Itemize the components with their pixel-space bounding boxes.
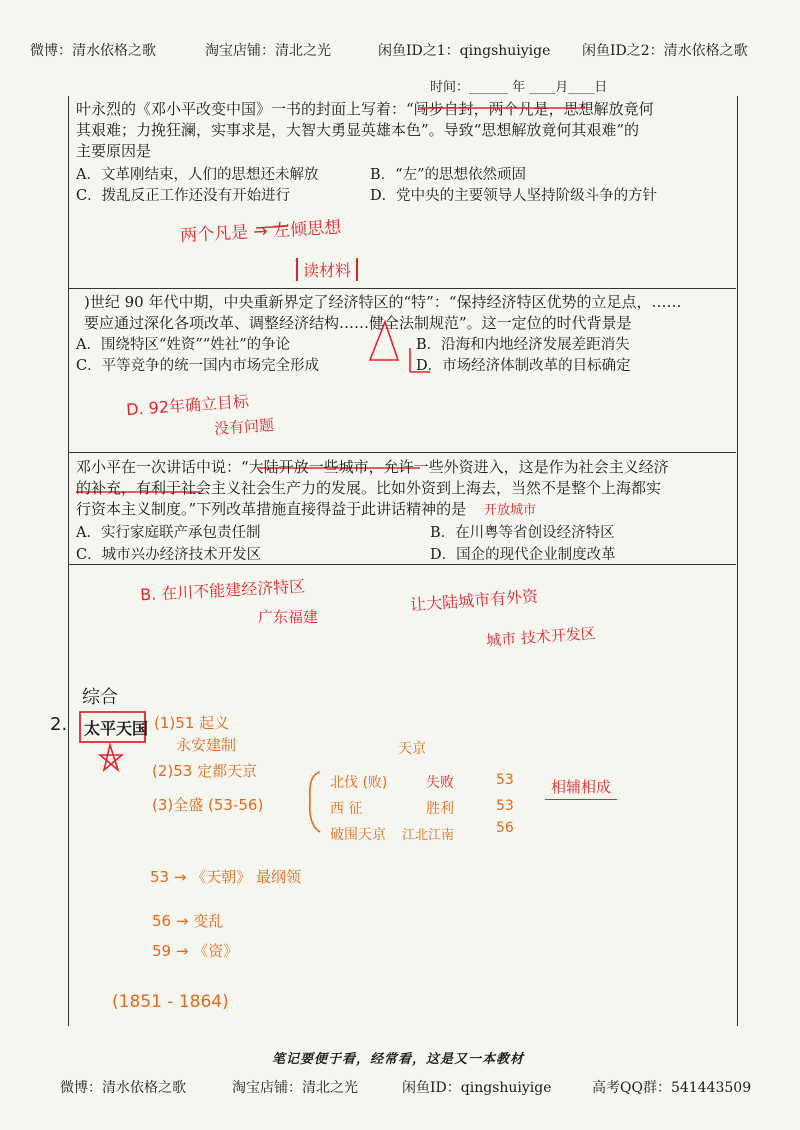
header-weibo: 微博：清水依格之歌 [30, 43, 156, 59]
q2-option-a: A．围绕特区“姓资”“姓社”的争论 [76, 337, 291, 353]
q1-stem-line1: 叶永烈的《邓小平改变中国》一书的封面上写着：“闯步自封，两个凡是，思想解放竟何 [76, 100, 654, 118]
q3-stem-line2: 的补充，有利于社会主义社会生产力的发展。比如外资到上海去，当然不是整个上海都实 [76, 479, 662, 497]
q3-option-d: D．国企的现代企业制度改革 [430, 547, 616, 563]
q1-note: 两个凡是 → 左倾思想 [179, 217, 342, 247]
footer-xianyu: 闲鱼ID：qingshuiyige [402, 1080, 552, 1096]
header-xianyu-1: 闲鱼ID之1：qingshuiyige [378, 43, 551, 59]
branch-3: 破围天京 [330, 827, 386, 843]
q3-stem-line1: 邓小平在一次讲话中说：“大陆开放一些城市，允许一些外资进入，这是作为社会主义经济 [76, 458, 669, 476]
header-shop: 淘宝店铺：清北之光 [205, 43, 331, 59]
q1-stem-line2: 其艰难；力挽狂澜，实事求是，大智大勇显英雄本色”。导致“思想解放竟何其艰难”的 [76, 121, 640, 139]
footer-shop: 淘宝店铺：清北之光 [232, 1080, 358, 1096]
timeline-2: (2)53 定都天京 [152, 762, 258, 780]
q3-option-a: A．实行家庭联产承包责任制 [76, 525, 261, 541]
date-line: 时间：______ 年 ____月____日 [430, 80, 608, 95]
q3-option-b: B．在川粤等省创设经济特区 [430, 525, 615, 541]
later-1: 53 → 《天朝》 最纲领 [150, 868, 301, 886]
branch-city: 天京 [398, 741, 426, 757]
timeline-3: (3)全盛 (53-56) [152, 796, 264, 814]
timeline-1b: 永安建制 [176, 736, 237, 754]
header-xianyu-2: 闲鱼ID之2：清水依格之歌 [582, 43, 748, 59]
q3-stem-line3: 行资本主义制度。”下列改革措施直接得益于此讲话精神的是 [76, 500, 467, 518]
q1-option-b: B．“左”的思想依然顽固 [370, 167, 526, 183]
q3-note-right: 让大陆城市有外资 [409, 586, 539, 615]
later-2: 56 → 变乱 [152, 912, 224, 930]
q3-note-right-2: 城市 技术开发区 [485, 624, 597, 650]
q1-option-d: D．党中央的主要领导人坚持阶级斗争的方针 [370, 188, 658, 204]
q3-note-left: B. 在川不能建经济特区 [139, 576, 306, 605]
branch-3-year: 56 [496, 820, 514, 836]
year-range: (1851 - 1864) [112, 992, 229, 1012]
branch-3-result: 江北江南 [402, 828, 455, 843]
q3-option-c: C．城市兴办经济技术开发区 [76, 547, 262, 563]
timeline-1: (1)51 起义 [154, 714, 230, 732]
q2-ink-triangle [370, 322, 398, 360]
topic-title: 太平天国 [84, 719, 149, 738]
q1-note-arrow [256, 226, 288, 228]
divider-3 [68, 564, 736, 565]
branch-2-result: 胜利 [426, 801, 454, 817]
section-label: 综合 [82, 687, 118, 708]
q2-note-2: 没有问题 [213, 415, 275, 439]
side-note: 相辅相成 [545, 776, 617, 800]
q2-option-c: C．平等竞争的统一国内市场完全形成 [76, 358, 320, 374]
q2-stem-line2: 要应通过深化各项改革、调整经济结构……健全法制规范”。这一定位的时代背景是 [84, 314, 632, 332]
topic-ink-brace [310, 772, 320, 832]
q1-note-2: 读材料 [296, 258, 358, 281]
footer-qq: 高考QQ群：541443509 [592, 1080, 752, 1096]
q1-stem-line3: 主要原因是 [76, 142, 152, 160]
q2-option-d: D．市场经济体制改革的目标确定 [416, 358, 631, 374]
q2-option-b: B．沿海和内地经济发展差距消失 [416, 337, 630, 353]
q1-option-a: A．文革刚结束，人们的思想还未解放 [76, 167, 319, 183]
item-number: 2. [50, 714, 68, 735]
footer-weibo: 微博：清水依格之歌 [60, 1080, 186, 1096]
q2-stem-line1: )世纪 90 年代中期，中央重新界定了经济特区的“特”：“保持经济特区优势的立足点，…… [84, 293, 682, 311]
q3-note-left-2: 广东福建 [258, 608, 319, 626]
q1-option-c: C．拨乱反正工作还没有开始进行 [76, 188, 291, 204]
branch-2: 西 征 [330, 801, 363, 817]
footer-motto: 笔记要便于看，经常看，这是又一本教材 [272, 1052, 525, 1067]
divider-2 [68, 452, 736, 453]
q2-ink-bracket [410, 348, 430, 372]
branch-1: 北伐 (败) [330, 775, 388, 791]
later-3: 59 → 《资》 [152, 942, 239, 960]
branch-1-result: 失败 [426, 775, 454, 791]
q3-mark: 开放城市 [484, 503, 537, 518]
topic-ink-star [100, 745, 122, 770]
q2-note: D. 92年确立目标 [125, 391, 250, 420]
branch-1-year: 53 [496, 772, 514, 788]
branch-2-year: 53 [496, 798, 514, 814]
